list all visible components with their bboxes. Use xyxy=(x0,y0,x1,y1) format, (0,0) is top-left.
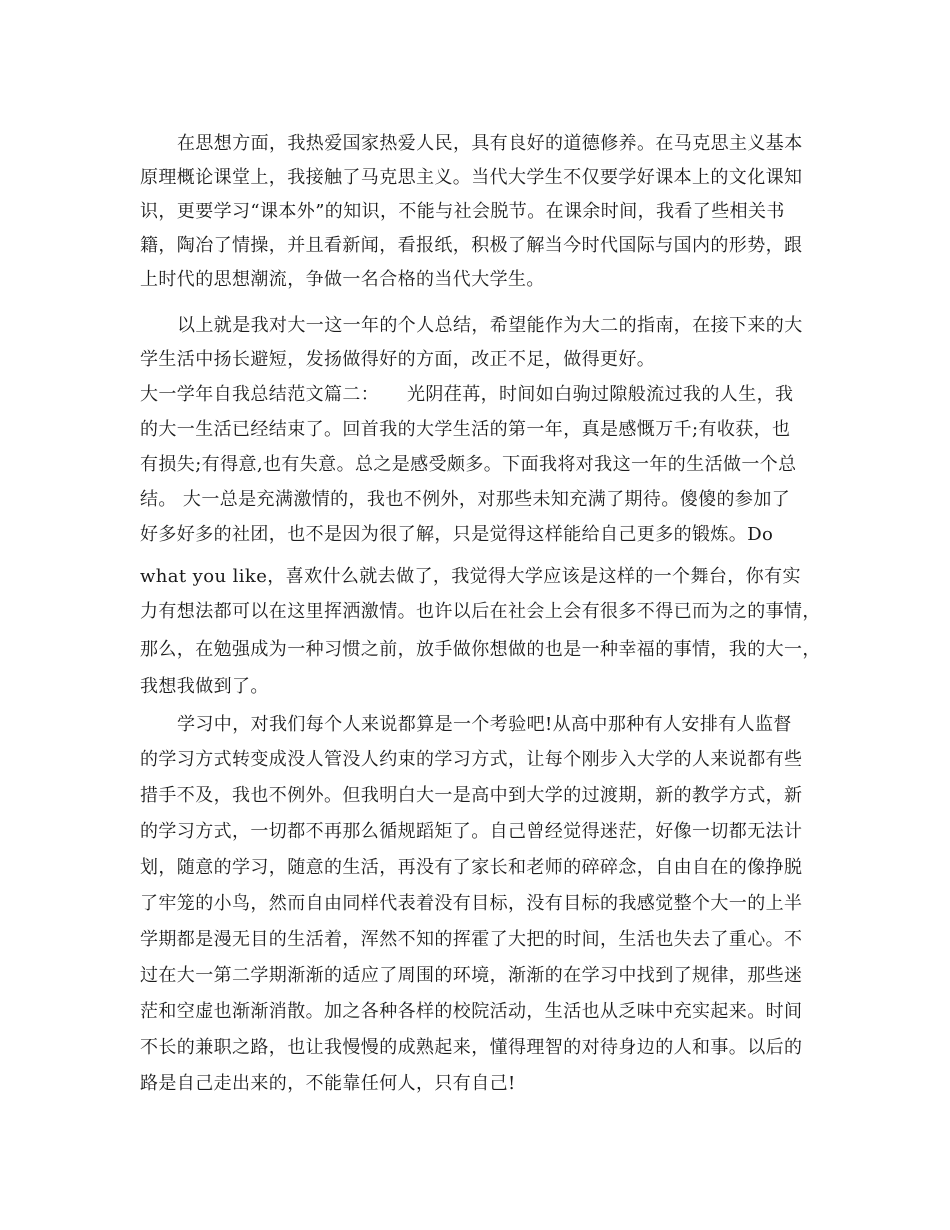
text-line: 力有想法都可以在这里挥洒激情。也许以后在社会上会有很多不得已而为之的事情， xyxy=(140,601,821,622)
text-line: 以上就是我对大一这一年的个人总结，希望能作为大二的指南，在接下来的大 xyxy=(177,315,803,336)
text-line: 了牢笼的小鸟，然而自由同样代表着没有目标，没有目标的我感觉整个大一的上半 xyxy=(140,893,803,914)
text-line: 划，随意的学习，随意的生活，再没有了家长和老师的碎碎念，自由自在的像挣脱 xyxy=(140,857,803,878)
text-line: 上时代的思想潮流，争做一名合格的当代大学生。 xyxy=(140,269,545,290)
text-line: 在思想方面，我热爱国家热爱人民，具有良好的道德修养。在马克思主义基本 xyxy=(177,133,803,154)
section-heading-line: 大一学年自我总结范文篇二： 光阴荏苒，时间如白驹过隙般流过我的人生，我 xyxy=(140,384,794,405)
text-line: 的学习方式转变成没人管没人约束的学习方式，让每个刚步入大学的人来说都有些 xyxy=(140,749,803,770)
text-line: 识，更要学习“课本外”的知识，不能与社会脱节。在课余时间，我看了些相关书 xyxy=(140,201,785,222)
text-line: 有损失;有得意,也有失意。总之是感受颇多。下面我将对我这一年的生活做一个总 xyxy=(140,454,797,475)
text-line: 措手不及，我也不例外。但我明白大一是高中到大学的过渡期，新的教学方式，新 xyxy=(140,785,803,806)
text-line: 籍，陶冶了情操，并且看新闻，看报纸，积极了解当今时代国际与国内的形势，跟 xyxy=(140,235,803,256)
text-line: 好多好多的社团，也不是因为很了解，只是觉得这样能给自己更多的锻炼。Do xyxy=(140,524,774,545)
text-line: 学生活中扬长避短，发扬做得好的方面，改正不足，做得更好。 xyxy=(140,349,656,370)
text-line: 结。 大一总是充满激情的，我也不例外，对那些未知充满了期待。傻傻的参加了 xyxy=(140,489,791,510)
text-line: 不长的兼职之路，也让我慢慢的成熟起来，懂得理智的对待身边的人和事。以后的 xyxy=(140,1037,803,1058)
text-line: 我想我做到了。 xyxy=(140,676,269,697)
text-line: 学期都是漫无目的生活着，浑然不知的挥霍了大把的时间，生活也失去了重心。不 xyxy=(140,929,803,950)
text-line: 那么，在勉强成为一种习惯之前，放手做你想做的也是一种幸福的事情，我的大一， xyxy=(140,639,821,660)
text-line: 的学习方式，一切都不再那么循规蹈矩了。自己曾经觉得迷茫，好像一切都无法计 xyxy=(140,821,803,842)
text-line: 原理概论课堂上，我接触了马克思主义。当代大学生不仅要学好课本上的文化课知 xyxy=(140,167,803,188)
text-line: 过在大一第二学期渐渐的适应了周围的环境，渐渐的在学习中找到了规律，那些迷 xyxy=(140,965,803,986)
text-line: what you like，喜欢什么就去做了，我觉得大学应该是这样的一个舞台，你有实 xyxy=(140,566,801,587)
text-line: 学习中，对我们每个人来说都算是一个考验吧!从高中那种有人安排有人监督 xyxy=(177,714,792,735)
text-line: 的大一生活已经结束了。回首我的大学生活的第一年，真是感慨万千;有收获，也 xyxy=(140,419,791,440)
text-line: 茫和空虚也渐渐消散。加之各种各样的校院活动，生活也从乏味中充实起来。时间 xyxy=(140,1001,803,1022)
text-line: 路是自己走出来的，不能靠任何人，只有自己! xyxy=(140,1073,516,1094)
